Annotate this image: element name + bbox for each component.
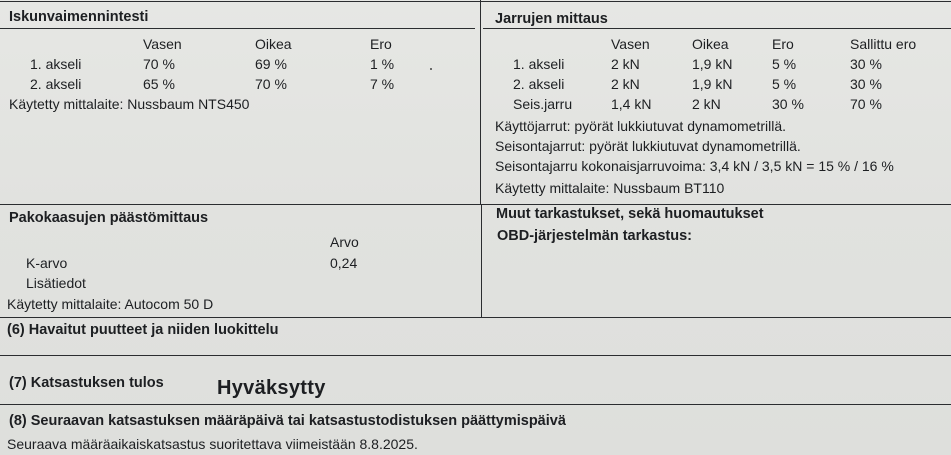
section-divider-7	[0, 355, 951, 356]
brakes-row2-label: 2. akseli	[513, 76, 565, 92]
shock-header-oikea: Oikea	[255, 36, 292, 52]
top-border	[0, 1, 951, 2]
brakes-row2-oikea: 1,9 kN	[692, 76, 733, 92]
brakes-row3-label: Seis.jarru	[513, 96, 573, 112]
shock-row2-vasen: 65 %	[143, 76, 175, 92]
header-underline-left	[0, 28, 475, 29]
section-divider-8	[0, 404, 951, 405]
shock-header-ero: Ero	[370, 36, 392, 52]
emissions-value-header: Arvo	[330, 234, 359, 250]
result-title: (7) Katsastuksen tulos	[9, 375, 164, 391]
brakes-row2-ero: 5 %	[772, 76, 797, 92]
brakes-header-sallittu: Sallittu ero	[850, 36, 917, 52]
shock-row2-ero: 7 %	[370, 76, 395, 92]
defects-title: (6) Havaitut puutteet ja niiden luokittelu	[7, 322, 279, 338]
brakes-row1-vasen: 2 kN	[611, 56, 640, 72]
brakes-row1-oikea: 1,9 kN	[692, 56, 733, 72]
brakes-row3-ero: 30 %	[772, 96, 804, 112]
brakes-note-parking: Seisontajarrut: pyörät lukkiutuvat dynamometrillä.	[495, 138, 801, 154]
brakes-title: Jarrujen mittaus	[495, 11, 608, 27]
emissions-device: Käytetty mittalaite: Autocom 50 D	[7, 296, 214, 312]
brakes-device: Käytetty mittalaite: Nussbaum BT110	[495, 180, 725, 196]
brakes-header-vasen: Vasen	[611, 36, 650, 52]
column-divider-top	[480, 0, 481, 204]
next-inspection-text: Seuraava määräaikaiskatsastus suoritettava viimeistään 8.8.2025.	[7, 436, 418, 452]
emissions-k-value: 0,24	[330, 255, 358, 271]
section-divider-middle	[0, 204, 951, 205]
emissions-k-label: K-arvo	[26, 255, 68, 271]
brakes-note-total-force: Seisontajarru kokonaisjarruvoima: 3,4 kN / 3,5 kN = 15 % / 16 %	[495, 158, 894, 174]
shock-absorber-title: Iskunvaimennintesti	[9, 9, 149, 25]
section-divider-6	[0, 317, 951, 318]
brakes-header-oikea: Oikea	[692, 36, 729, 52]
brakes-row1-sallittu: 30 %	[850, 56, 882, 72]
brakes-row3-oikea: 2 kN	[692, 96, 721, 112]
brakes-row2-sallittu: 30 %	[850, 76, 882, 92]
obd-check-label: OBD-järjestelmän tarkastus:	[497, 228, 693, 244]
shock-row1-ero: 1 %	[370, 56, 395, 72]
shock-device: Käytetty mittalaite: Nussbaum NTS450	[9, 96, 250, 112]
brakes-row3-vasen: 1,4 kN	[611, 96, 652, 112]
brakes-note-service: Käyttöjarrut: pyörät lukkiutuvat dynamometrillä.	[495, 118, 787, 134]
brakes-row2-vasen: 2 kN	[611, 76, 640, 92]
brakes-row1-ero: 5 %	[772, 56, 797, 72]
result-value: Hyväksytty	[217, 377, 326, 399]
brakes-header-ero: Ero	[772, 36, 794, 52]
other-checks-title: Muut tarkastukset, sekä huomautukset	[496, 206, 764, 222]
emissions-extra-label: Lisätiedot	[26, 275, 86, 291]
shock-row1-label: 1. akseli	[30, 56, 82, 72]
shock-row1-oikea: 69 %	[255, 56, 287, 72]
shock-row1-vasen: 70 %	[143, 56, 175, 72]
column-divider-bottom	[481, 204, 482, 318]
shock-header-vasen: Vasen	[143, 36, 182, 52]
shock-row2-label: 2. akseli	[30, 76, 82, 92]
emissions-title: Pakokaasujen päästömittaus	[9, 210, 209, 226]
brakes-row1-label: 1. akseli	[513, 56, 565, 72]
stray-dot	[430, 68, 432, 70]
header-underline-right	[483, 28, 951, 29]
next-inspection-title: (8) Seuraavan katsastuksen määräpäivä tai katsastustodistuksen päättymispäivä	[9, 413, 566, 429]
shock-row2-oikea: 70 %	[255, 76, 287, 92]
brakes-row3-sallittu: 70 %	[850, 96, 882, 112]
